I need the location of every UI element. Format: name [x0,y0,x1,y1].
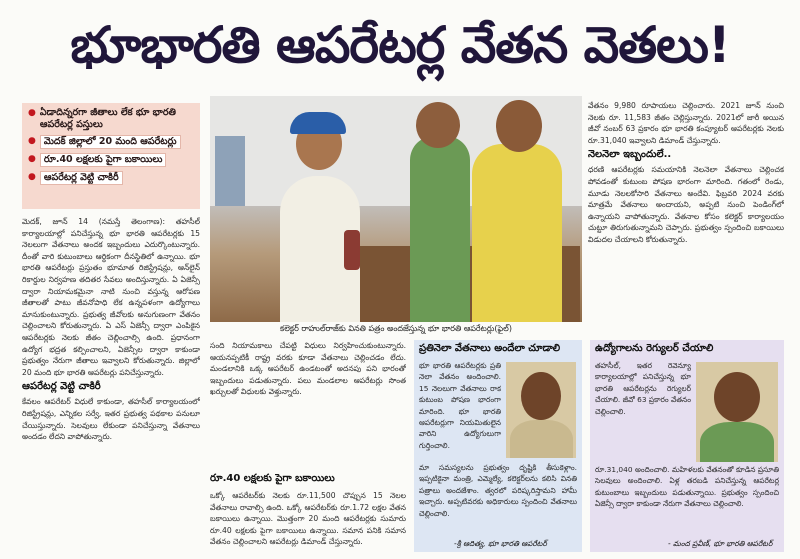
operator-portrait [696,362,778,462]
quote-title: ఉద్యోగాలను రెగ్యులర్ చేయాలి [595,343,714,354]
bullet-icon: ● [28,172,36,182]
quote-box-operator-2 [590,340,784,552]
quote-box-operator-1 [414,340,582,552]
quote-title: ప్రతినెలా వేతనాలు అందేలా చూడాలి [419,343,561,354]
quote-signature: -శ్రీ ఆదిత్య, భూ భారతి ఆపరేటర్ [454,539,547,548]
paragraph: మెదక్, జూన్ 14 (నమస్తే తెలంగాణ): తహసీల్ కార్యాలయాల్లో పనిచేస్తున్న భూ భారతి ఆపరేటర్లకు 15 నెలలుగా వేతనాలు అందక ఇబ్బందులు ఎదుర్కొంటున్నారు. దీంతో వారి కుటుంబాలు ఆర్థికంగా దీనస్థితిలో ఉన్నాయి. భూ భారతి ఆపరేటర్లు ప్రస్తుతం భూమాత రిజిస్ట్రేషన్లు, ఆన్‌లైన్ రికార్డుల నిర్వహణ తదితర సేవలు అందిస్తున్నారు. ఏ ఏజెన్సీ ద్వారా నియామకమైనా నాటి నుంచి వస్తున్న ఆరోపణ జీతాలతో పాటు జీవనోపాధి లేక ఉన్నపళంగా ఉద్యోగాలు మానుకుంటున్నారు. ప్రభుత్వ జీవోలకు అనుగుణంగా వేతనం చెల్లించాలని కోరుతున్నారు. ఏ ఎస్ ఏజెన్సీ ద్వారా ఎంపికైన ఆపరేటర్లకు నెలకు జీతం చెల్లించాల్సి ఉంది. ప్రధానంగా ఉద్యోగ భద్రత కల్పించాలని, ఏజెన్సీల ద్వారా కాకుండా ప్రభుత్వం నేరుగా జీతాలు ఇవ్వాలని కోరుతున్నారు. జిల్లాలో 20 మంది భూ భారతి ఆపరేటర్లు పనిచేస్తున్నారు. [22,217,200,377]
highlight-text: మెదక్ జిల్లాలో 20 మంది ఆపరేటర్లు [40,135,181,149]
bullet-icon: ● [28,108,36,118]
operator-portrait [506,362,576,458]
quote-body: మా సమస్యలను ప్రభుత్వం దృష్టికి తీసుకెళ్లాం. ఇప్పటికైనా మంత్రి, ఎమ్మెల్యే, కలెక్టర్‌లను కలిసి వినతి పత్రాలు అందజేశాం. త్వరలో పరిష్కరిస్తామని హామీ ఇచ్చారు. అప్పటివరకు అధికారులు స్పందించి వేతనాలు చెల్లించాలి. [419,463,577,518]
bullet-icon: ● [28,136,36,146]
highlights-box [22,103,200,209]
article-column-2-continued [210,490,406,556]
subheading: నెలనెలా ఇబ్బందులే.. [588,149,672,161]
paragraph: సంది నియామకాలు చేపట్టి విధులు నిర్వహించుకుంటున్నారు. ఆయనప్పటికీ రాష్ట్ర వరకు కూడా వేతనాలు చెల్లించడం లేదు. మండలానికి ఒక్క ఆపరేటర్ ఉండటంతో అదనపు పని భారంతో ఇబ్బందులు పడుతున్నారు. పలు మండలాల ఆపరేటర్లు సొంత ఖర్చులతో విధులకు వెళ్తున్నారు. [210,341,406,397]
highlight-text: రూ.40 లక్షలకు పైగా బకాయిలు [40,153,167,167]
bullet-icon: ● [28,154,36,164]
article-column-1 [22,216,200,556]
subheading: ఆపరేటర్ల వెట్టి చాకిరీ [22,381,101,393]
paragraph: వేతనం 9,980 రూపాయలు చెల్లించారు. 2021 జూన్ నుంచి నెలకు రూ. 11,583 జీతం చెల్లిస్తున్నారు. 2021లో జారీ అయిన జీవో నంబర్ 63 ప్రకారం భూ భారతి కంప్యూటర్ ఆపరేటర్లకు నెలకు రూ.31,040 ఇవ్వాలని డిమాండ్ చేస్తున్నారు. [588,101,784,145]
article-column-2 [210,340,406,466]
highlight-text: ఏడాదిన్నరగా జీతాలు లేక భూ భారతి ఆపరేటర్ల పస్తులు [39,107,176,130]
paragraph: ఒక్కో ఆపరేటర్‌కు నెలకు రూ.11,500 చొప్పున 15 నెలల వేతనాలు రావాల్సి ఉంది. ఒక్కో ఆపరేటర్‌కు రూ.1.72 లక్షల వేతన బకాయిలు ఉన్నాయి. మొత్తంగా 20 మంది ఆపరేటర్లకు సుమారు రూ.40 లక్షలకు పైగా బకాయిలు ఉన్నాయి. సమాన పనికి సమాన వేతనం చెల్లించాలని ఆపరేటర్లు డిమాండ్ చేస్తున్నారు. [210,491,406,547]
highlight-item [28,171,194,185]
paragraph: ధరణి ఆపరేటర్లకు సమయానికి నెలనెలా వేతనాలు చెల్లించక పోవడంతో కుటుంబ పోషణ భారంగా మారింది. గతంలో రెండు, మూడు నెలలకోసారి వేతనాలు అందేవి. ఫిబ్రవరి 2024 వరకు మాత్రమే వేతనాలు అందాయని, అప్పటి నుంచి పెండింగ్‌లో ఉన్నాయని వాపోతున్నారు. వేతనాల కోసం కలెక్టర్ కార్యాలయం చుట్టూ తిరుగుతున్నామని చెప్పారు. ప్రభుత్వం స్పందించి బకాయిలు విడుదల చేయాలని కోరుతున్నారు. [588,165,784,244]
article-headline: భూభారతి ఆపరేటర్ల వేతన వెతలు! [70,16,730,74]
highlight-text: ఆపరేటర్ల వెట్టి చాకిరీ [40,171,123,185]
highlight-item [28,153,194,167]
quote-body: రూ.31,040 అందించాలి. మహిళలకు వేతనంతో కూడిన ప్రసూతి సెలవులు అందించాలి. ఏళ్ల తరబడి పనిచేస్తున్న ఆపరేటర్ల కుటుంబాలు ఇబ్బందులు పడుతున్నాయి. ప్రభుత్వం స్పందించి ఏజెన్సీ ద్వారా కాకుండా నేరుగా వేతనాలు చెల్లించాలి. [595,465,779,509]
news-photo [210,96,582,322]
subheading: రూ.40 లక్షలకు పైగా బకాయిలు [210,473,335,484]
paragraph: కేవలం ఆపరేటర్ విధులే కాకుండా, తహసీల్ కార్యాలయంలో రిజిస్ట్రేషన్లు, ఎన్నికల సర్వే, ఇతర ప్రభుత్వ పథకాల పనులూ చేయిస్తున్నారు. సెలవులు లేకుండా పనిచేస్తున్నా వేతనాలు అందడం లేదని వాపోతున్నారు. [22,397,200,442]
quote-body: తహసీల్, ఇతర రెవెన్యూ కార్యాలయాల్లో పనిచేస్తున్న భూ భారతి ఆపరేటర్లను రెగ్యులర్ చేయాలి. జీవో 63 ప్రకారం వేతనం చెల్లించాలి. [595,361,691,416]
quote-body: భూ భారతి ఆపరేటర్లకు ప్రతి నెలా వేతనం అందించాలి. 15 నెలలుగా వేతనాలు రాక కుటుంబ పోషణ భారంగా మారింది. భూ భారతి ఆపరేటర్లుగా నియమితులైన వారిని ఉద్యోగులుగా గుర్తించాలి. [419,361,501,450]
photo-caption: కలెక్టర్ రాహుల్‌రాజ్‌కు వినతి పత్రం అందజేస్తున్న భూ భారతి ఆపరేటర్లు(ఫైల్) [280,324,512,333]
highlight-item [28,107,194,131]
highlight-item [28,135,194,149]
quote-signature: - మంద ప్రవీణ్, భూ భారతి ఆపరేటర్ [668,539,773,548]
article-column-4 [588,100,784,322]
